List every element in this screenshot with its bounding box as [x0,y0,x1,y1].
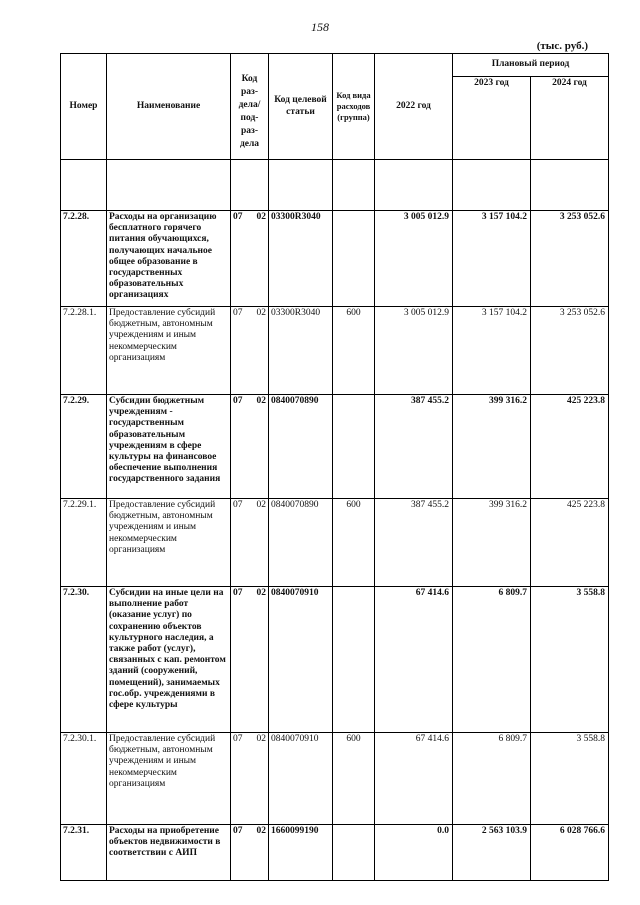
row-name: Субсидии бюджетным учреждениям - государственным образовательным учреждениям в сфере культуры на финансовое обеспечение выполнения государственного задания [107,395,231,499]
row-expense-type [333,395,375,499]
row-name: Предоставление субсидий бюджетным, автономным учреждениям и иным некоммерческим организациям [107,307,231,395]
row-target-code: 0840070910 [269,587,333,733]
row-section-code [231,733,269,825]
row-value-2024: 6 028 766.6 [531,825,609,881]
row-value-2023: 3 157 104.2 [453,211,531,307]
table-row [61,307,609,395]
row-value-2022: 67 414.6 [375,587,453,733]
row-name: Расходы на организацию бесплатного горячего питания обучающихся, получающих начальное общее образование в государственных образовательных организациях [107,211,231,307]
row-number: 7.2.29.1. [61,499,107,587]
table-row [61,395,609,499]
row-name: Предоставление субсидий бюджетным, автономным учреждениям и иным некоммерческим организациям [107,733,231,825]
row-expense-type [333,825,375,881]
section-code: 07 [233,308,243,318]
subsection-code: 02 [256,500,266,510]
subsection-code: 02 [256,308,266,318]
row-number: 7.2.30.1. [61,733,107,825]
row-value-2023: 3 157 104.2 [453,307,531,395]
row-value-2024: 3 253 052.6 [531,307,609,395]
table-row [61,499,609,587]
section-code: 07 [233,212,243,222]
header-plan-period: Плановый период [453,54,609,77]
row-target-code: 0840070910 [269,733,333,825]
header-2024: 2024 год [531,77,609,160]
row-value-2024: 425 223.8 [531,499,609,587]
header-target: Код целевой статьи [269,54,333,160]
subsection-code: 02 [256,734,266,744]
row-target-code: 03300R3040 [269,307,333,395]
row-target-code: 0840070890 [269,395,333,499]
section-code: 07 [233,826,243,836]
row-name: Расходы на приобретение объектов недвижимости в соответствии с АИП [107,825,231,881]
row-value-2023: 2 563 103.9 [453,825,531,881]
header-name: Наименование [107,54,231,160]
row-number: 7.2.28. [61,211,107,307]
section-code: 07 [233,396,243,406]
subsection-code: 02 [256,826,266,836]
row-expense-type [333,587,375,733]
page-number: 158 [311,20,329,34]
row-number: 7.2.31. [61,825,107,881]
row-value-2023: 6 809.7 [453,733,531,825]
table-row [61,211,609,307]
row-expense-type: 600 [333,499,375,587]
section-code: 07 [233,588,243,598]
row-number: 7.2.28.1. [61,307,107,395]
row-target-code: 03300R3040 [269,211,333,307]
row-value-2024: 425 223.8 [531,395,609,499]
row-value-2023: 399 316.2 [453,499,531,587]
row-name: Предоставление субсидий бюджетным, автономным учреждениям и иным некоммерческим организациям [107,499,231,587]
row-value-2024: 3 558.8 [531,587,609,733]
row-target-code: 0840070890 [269,499,333,587]
header-number: Номер [61,54,107,160]
row-value-2024: 3 558.8 [531,733,609,825]
section-code: 07 [233,734,243,744]
row-section-code [231,499,269,587]
row-value-2024: 3 253 052.6 [531,211,609,307]
row-section-code [231,587,269,733]
header-2022: 2022 год [375,54,453,160]
table-row [61,587,609,733]
section-code: 07 [233,500,243,510]
row-value-2022: 3 005 012.9 [375,211,453,307]
header-expense-type: Код вида расходов (группа) [333,54,375,160]
row-expense-type [333,211,375,307]
row-number: 7.2.29. [61,395,107,499]
table-row [61,825,609,881]
row-expense-type: 600 [333,307,375,395]
row-name: Субсидии на иные цели на выполнение работ (оказание услуг) по сохранению объектов культурного наследия, а также работ (услуг), связанных с кап. ремонтом зданий (сооружений, помещений), занимаемых гос.обр. учреждениями в сфере культуры [107,587,231,733]
row-value-2022: 3 005 012.9 [375,307,453,395]
row-target-code: 1660099190 [269,825,333,881]
header-section: Код раз-дела/ под-раз-дела [231,54,269,160]
row-value-2022: 67 414.6 [375,733,453,825]
row-section-code [231,395,269,499]
budget-table [60,53,609,881]
header-2023: 2023 год [453,77,531,160]
subsection-code: 02 [256,212,266,222]
row-section-code [231,211,269,307]
row-value-2022: 387 455.2 [375,395,453,499]
row-section-code [231,825,269,881]
row-number: 7.2.30. [61,587,107,733]
row-value-2022: 0.0 [375,825,453,881]
units-label: (тыс. руб.) [536,40,588,52]
row-expense-type: 600 [333,733,375,825]
row-value-2023: 399 316.2 [453,395,531,499]
row-section-code [231,307,269,395]
table-row [61,733,609,825]
subsection-code: 02 [256,588,266,598]
row-value-2023: 6 809.7 [453,587,531,733]
subsection-code: 02 [256,396,266,406]
row-value-2022: 387 455.2 [375,499,453,587]
spacer-cell [61,160,107,211]
